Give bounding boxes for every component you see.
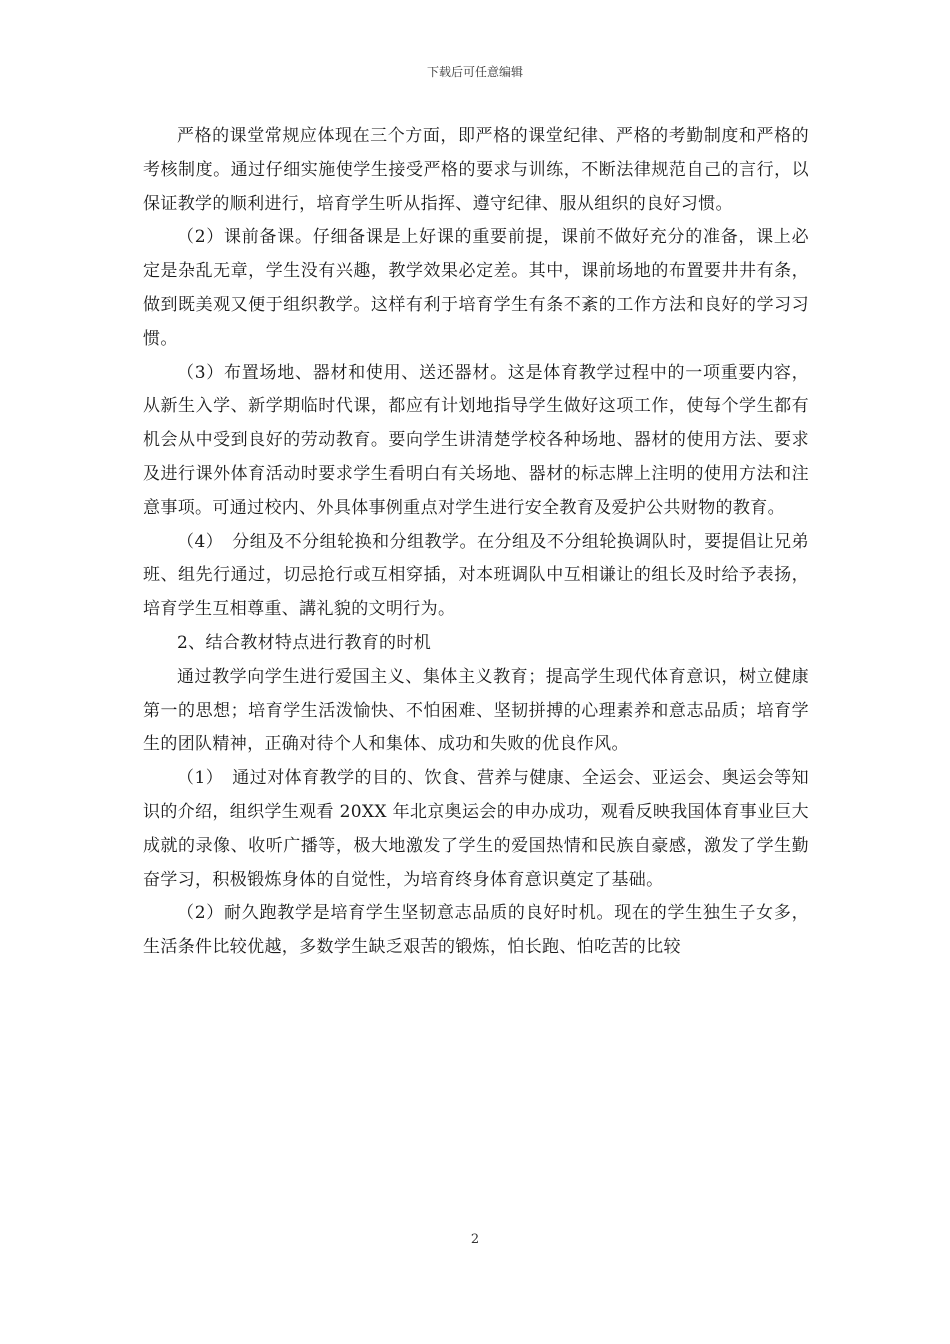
- paragraph-patriotism: （1） 通过对体育教学的目的、饮食、营养与健康、全运会、亚运会、奥运会等知识的介绍，组织学生观看 20XX 年北京奥运会的申办成功，观看反映我国体育事业巨大成就的录像、收听广播等，极大地激发了学生的爱国热情和民族自豪感，激发了学生勤奋学习，积极锻炼身体的自觉性，为培育终身体育意识奠定了基础。: [143, 768, 809, 890]
- page-header: 下载后可任意编辑: [426, 65, 523, 79]
- paragraph-education-goals: 通过教学向学生进行爱国主义、集体主义教育；提高学生现代体育意识，树立健康第一的思想；培育学生活泼愉快、不怕困难、坚韧拼搏的心理素养和意志品质；培育学生的团队精神，正确对待个人和集体、成功和失败的优良作风。: [143, 666, 809, 755]
- section-heading: 2、结合教材特点进行教育的时机: [177, 632, 432, 653]
- paragraph-classroom-rules: 严格的课堂常规应体现在三个方面，即严格的课堂纪律、严格的考勤制度和严格的考核制度。通过仔细实施使学生接受严格的要求与训练，不断法律规范自己的言行，以保证教学的顺利进行，培育学生听从指挥、遵守纪律、服从组织的良好习惯。: [143, 126, 809, 214]
- document-body: [143, 120, 809, 965]
- paragraph-lesson-prep: （2）课前备课。仔细备课是上好课的重要前提，课前不做好充分的准备，课上必定是杂乱无章，学生没有兴趣，教学效果必定差。其中，课前场地的布置要井井有条，做到既美观又便于组织教学。这样有利于培育学生有条不紊的工作方法和良好的学习习惯。: [143, 227, 809, 349]
- paragraph-grouping: （4） 分组及不分组轮换和分组教学。在分组及不分组轮换调队时，要提倡让兄弟班、组先行通过，切忌抢行或互相穿插，对本班调队中互相谦让的组长及时给予表扬，培育学生互相尊重、講礼貌的文明行为。: [143, 531, 809, 620]
- paragraph-equipment: （3）布置场地、器材和使用、送还器材。这是体育教学过程中的一项重要内容，从新生入学、新学期临时代课，都应有计划地指导学生做好这项工作，使每个学生都有机会从中受到良好的劳动教育。要向学生讲清楚学校各种场地、器材的使用方法、要求及进行课外体育活动时要求学生看明白有关场地、器材的标志牌上注明的使用方法和注意事项。可通过校内、外具体事例重点对学生进行安全教育及爱护公共财物的教育。: [143, 362, 809, 518]
- page-number: 2: [470, 1232, 480, 1247]
- paragraph-endurance-run: （2）耐久跑教学是培育学生坚韧意志品质的良好时机。现在的学生独生子女多，生活条件比较优越，多数学生缺乏艰苦的锻炼，怕长跑、怕吃苦的比较: [143, 903, 809, 958]
